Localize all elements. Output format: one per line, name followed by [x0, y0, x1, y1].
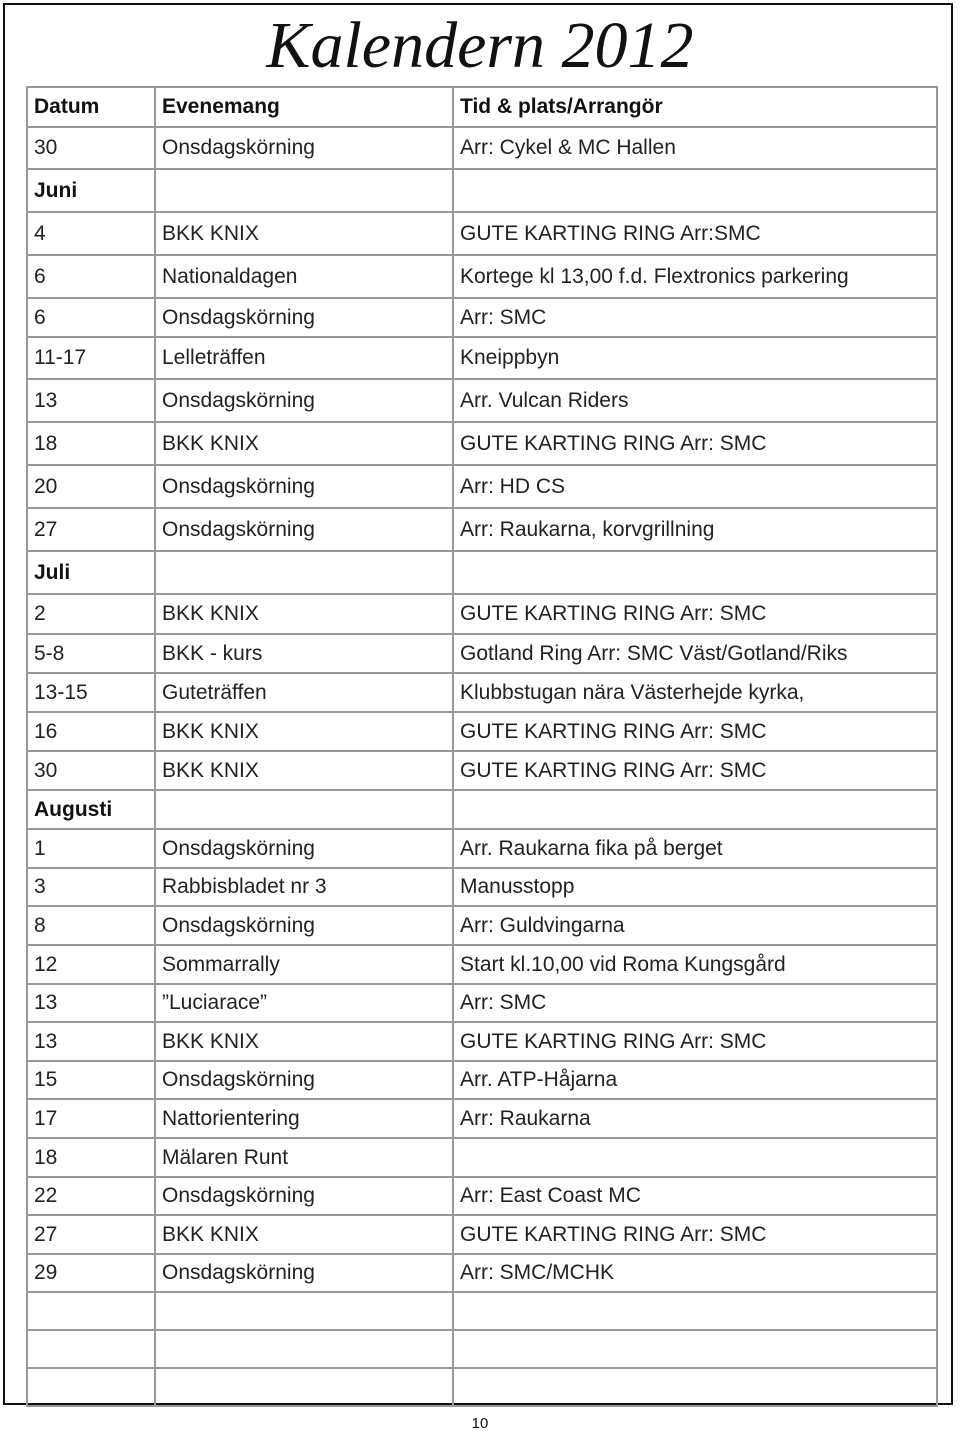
date-cell: 13	[27, 984, 155, 1022]
place-cell: Arr: Raukarna	[453, 1099, 937, 1138]
place-cell	[453, 169, 937, 212]
calendar-row	[27, 829, 937, 868]
place-cell: Arr: Raukarna, korvgrillning	[453, 508, 937, 551]
place-cell: GUTE KARTING RING Arr: SMC	[453, 1022, 937, 1061]
place-cell: GUTE KARTING RING Arr: SMC	[453, 422, 937, 465]
event-cell: Onsdagskörning	[155, 127, 453, 169]
date-cell	[27, 1330, 155, 1368]
place-cell: Arr. ATP-Håjarna	[453, 1061, 937, 1099]
date-cell: 27	[27, 1215, 155, 1254]
place-cell: Manusstopp	[453, 868, 937, 906]
date-cell: 5-8	[27, 634, 155, 673]
calendar-row	[27, 868, 937, 906]
calendar-row	[27, 1138, 937, 1177]
place-cell: Klubbstugan nära Västerhejde kyrka,	[453, 673, 937, 712]
event-cell: BKK KNIX	[155, 212, 453, 255]
calendar-row	[27, 379, 937, 422]
calendar-row	[27, 945, 937, 984]
event-cell: Onsdagskörning	[155, 829, 453, 868]
event-cell	[155, 1292, 453, 1330]
date-cell	[27, 1292, 155, 1330]
place-cell: Arr: SMC/MCHK	[453, 1254, 937, 1292]
event-cell: Onsdagskörning	[155, 465, 453, 508]
date-cell: 18	[27, 422, 155, 465]
date-cell: 11-17	[27, 337, 155, 379]
date-cell: 30	[27, 751, 155, 790]
date-cell: 4	[27, 212, 155, 255]
calendar-row	[27, 712, 937, 751]
event-cell: Rabbisbladet nr 3	[155, 868, 453, 906]
month-row	[27, 551, 937, 594]
calendar-row	[27, 1022, 937, 1061]
place-cell: GUTE KARTING RING Arr: SMC	[453, 751, 937, 790]
event-cell	[155, 551, 453, 594]
header-row	[27, 87, 937, 127]
place-cell: Arr: East Coast MC	[453, 1177, 937, 1215]
place-cell: Start kl.10,00 vid Roma Kungsgård	[453, 945, 937, 984]
month-label: Augusti	[27, 790, 155, 829]
date-cell: 8	[27, 906, 155, 945]
calendar-row	[27, 127, 937, 169]
event-cell	[155, 790, 453, 829]
date-cell: 6	[27, 298, 155, 337]
date-cell: 16	[27, 712, 155, 751]
event-cell: Onsdagskörning	[155, 1254, 453, 1292]
header-place: Tid & plats/Arrangör	[453, 87, 937, 127]
page-title: Kalendern 2012	[266, 9, 694, 82]
calendar-row	[27, 422, 937, 465]
calendar-row	[27, 1368, 937, 1406]
month-row	[27, 790, 937, 829]
place-cell	[453, 790, 937, 829]
calendar-row	[27, 984, 937, 1022]
place-cell	[453, 1138, 937, 1177]
place-cell	[453, 551, 937, 594]
event-cell: Onsdagskörning	[155, 298, 453, 337]
place-cell: GUTE KARTING RING Arr: SMC	[453, 712, 937, 751]
calendar-row	[27, 594, 937, 634]
event-cell	[155, 169, 453, 212]
event-cell	[155, 1330, 453, 1368]
date-cell: 13	[27, 379, 155, 422]
calendar-row	[27, 1177, 937, 1215]
place-cell: Arr: Cykel & MC Hallen	[453, 127, 937, 169]
date-cell: 1	[27, 829, 155, 868]
event-cell: BKK KNIX	[155, 1022, 453, 1061]
event-cell: Onsdagskörning	[155, 379, 453, 422]
calendar-row	[27, 255, 937, 298]
event-cell: Nattorientering	[155, 1099, 453, 1138]
event-cell: Sommarrally	[155, 945, 453, 984]
calendar-row	[27, 1215, 937, 1254]
place-cell	[453, 1292, 937, 1330]
event-cell	[155, 1368, 453, 1406]
date-cell: 6	[27, 255, 155, 298]
header-date: Datum	[27, 87, 155, 127]
page-number: 10	[471, 1415, 489, 1432]
place-cell: GUTE KARTING RING Arr: SMC	[453, 594, 937, 634]
date-cell: 15	[27, 1061, 155, 1099]
date-cell: 3	[27, 868, 155, 906]
calendar-row	[27, 508, 937, 551]
calendar-row	[27, 337, 937, 379]
calendar-row	[27, 1330, 937, 1368]
calendar-row	[27, 751, 937, 790]
calendar-row	[27, 212, 937, 255]
place-cell: GUTE KARTING RING Arr: SMC	[453, 1215, 937, 1254]
date-cell: 2	[27, 594, 155, 634]
event-cell: Onsdagskörning	[155, 1177, 453, 1215]
place-cell: Arr: HD CS	[453, 465, 937, 508]
event-cell: Mälaren Runt	[155, 1138, 453, 1177]
event-cell: BKK KNIX	[155, 422, 453, 465]
date-cell: 22	[27, 1177, 155, 1215]
event-cell: Guteträffen	[155, 673, 453, 712]
calendar-body	[27, 127, 937, 1406]
date-cell: 18	[27, 1138, 155, 1177]
date-cell: 20	[27, 465, 155, 508]
event-cell: BKK KNIX	[155, 712, 453, 751]
event-cell: ”Luciarace”	[155, 984, 453, 1022]
calendar-row	[27, 673, 937, 712]
date-cell: 13-15	[27, 673, 155, 712]
event-cell: BKK KNIX	[155, 1215, 453, 1254]
place-cell: Arr. Vulcan Riders	[453, 379, 937, 422]
event-cell: BKK KNIX	[155, 751, 453, 790]
place-cell: Gotland Ring Arr: SMC Väst/Gotland/Riks	[453, 634, 937, 673]
event-cell: Onsdagskörning	[155, 1061, 453, 1099]
calendar-row	[27, 1254, 937, 1292]
date-cell: 30	[27, 127, 155, 169]
place-cell	[453, 1330, 937, 1368]
place-cell: Arr: Guldvingarna	[453, 906, 937, 945]
calendar-row	[27, 465, 937, 508]
date-cell: 27	[27, 508, 155, 551]
date-cell: 12	[27, 945, 155, 984]
event-cell: Nationaldagen	[155, 255, 453, 298]
place-cell: Kortege kl 13,00 f.d. Flextronics parkering	[453, 255, 937, 298]
event-cell: BKK - kurs	[155, 634, 453, 673]
place-cell	[453, 1368, 937, 1406]
date-cell: 13	[27, 1022, 155, 1061]
place-cell: Arr: SMC	[453, 298, 937, 337]
date-cell: 29	[27, 1254, 155, 1292]
place-cell: GUTE KARTING RING Arr:SMC	[453, 212, 937, 255]
calendar-table	[26, 86, 938, 1407]
month-label: Juni	[27, 169, 155, 212]
calendar-row	[27, 298, 937, 337]
date-cell	[27, 1368, 155, 1406]
header-event: Evenemang	[155, 87, 453, 127]
calendar-row	[27, 1292, 937, 1330]
calendar-row	[27, 1061, 937, 1099]
place-cell: Kneippbyn	[453, 337, 937, 379]
event-cell: BKK KNIX	[155, 594, 453, 634]
event-cell: Onsdagskörning	[155, 906, 453, 945]
calendar-row	[27, 906, 937, 945]
calendar-row	[27, 1099, 937, 1138]
calendar-row	[27, 634, 937, 673]
event-cell: Onsdagskörning	[155, 508, 453, 551]
month-label: Juli	[27, 551, 155, 594]
place-cell: Arr. Raukarna fika på berget	[453, 829, 937, 868]
month-row	[27, 169, 937, 212]
date-cell: 17	[27, 1099, 155, 1138]
place-cell: Arr: SMC	[453, 984, 937, 1022]
event-cell: Lelleträffen	[155, 337, 453, 379]
